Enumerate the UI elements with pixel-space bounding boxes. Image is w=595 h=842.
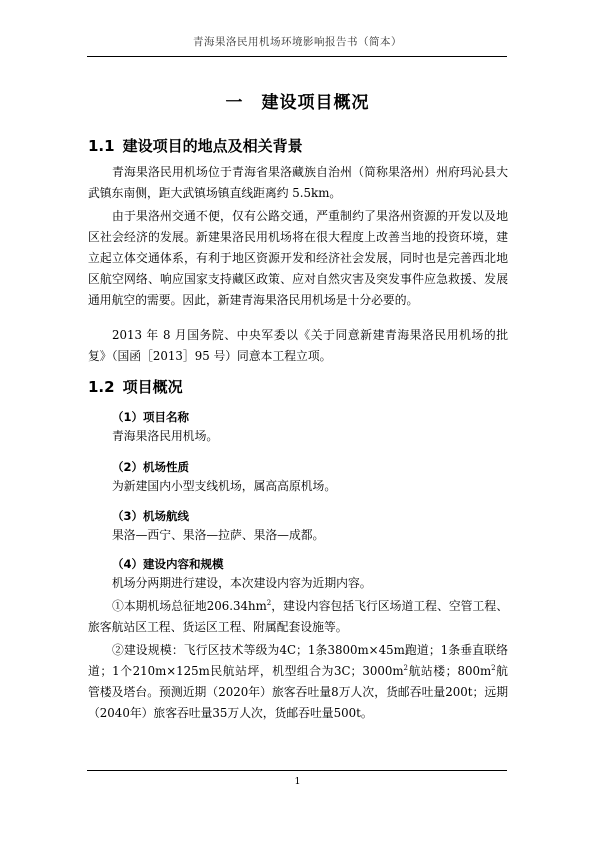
subheading-construction-scope: （4）建设内容和规模 (112, 557, 224, 571)
scale-text-c: 航管楼及塔台。预测近期（2020年）旅客吞吐量8万人次，货邮吞吐量200t；远期（2040年）旅客吞吐量35万人次，货邮吞吐量500t。 (88, 664, 508, 720)
section-title: 项目概况 (122, 378, 183, 396)
paragraph-approval: 2013 年 8 月国务院、中央军委以《关于同意新建青海果洛民用机场的批复》（国函［2013］95 号）同意本工程立项。 (88, 328, 508, 363)
subheading-airport-nature: （2）机场性质 (112, 460, 190, 474)
paragraph-background: 由于果洛州交通不便，仅有公路交通，严重制约了果洛州资源的开发以及地区社会经济的发展。新建果洛民用机场将在很大程度上改善当地的投资环境，建立起立体交通体系，有利于地区资源开发和经济社会发展，同时也是完善西北地区航空网络、响应国家支持藏区政策、应对自然灾害及突发事件应急救援、发展通用航空的需要。因此，新建青海果洛民用机场是十分必要的。 (88, 209, 508, 307)
section-title: 建设项目的地点及相关背景 (122, 137, 303, 155)
chapter-title: 建设项目概况 (261, 93, 370, 113)
page-number: 1 (294, 776, 301, 787)
text-project-name: 青海果洛民用机场。 (112, 429, 219, 443)
chapter-number: 一 (225, 93, 244, 113)
paragraph-construction-scale (88, 640, 508, 724)
section-number: 1.2 (88, 378, 115, 396)
footer-divider (87, 770, 507, 771)
running-header: 青海果洛民用机场环境影响报告书（简本） (193, 36, 402, 48)
scale-superscript-2: 2 (491, 664, 496, 673)
paragraph-land-acquisition (88, 596, 508, 638)
text-airport-routes: 果洛—西宁、果洛—拉萨、果洛—成都。 (112, 528, 325, 542)
land-unit-superscript: 2 (266, 599, 272, 608)
text-airport-nature: 为新建国内小型支线机场，属高高原机场。 (112, 479, 337, 493)
land-text-b: ，建设内容包括飞行区场道工程、空管工程、旅客航站区工程、货运区工程、附属配套设施等。 (88, 599, 508, 634)
section-number: 1.1 (88, 137, 115, 155)
chapter-heading (0, 88, 595, 113)
section-heading-1-2 (88, 376, 183, 397)
paragraph-location: 青海果洛民用机场位于青海省果洛藏族自治州（简称果洛州）州府玛沁县大武镇东南侧，距大武镇场镇直线距离约 5.5km。 (88, 165, 508, 200)
land-text-a: ①本期机场总征地206.34hm (112, 599, 267, 613)
section-heading-1-1 (88, 135, 303, 156)
scale-text-a: ②建设规模：飞行区技术等级为4C；1条3800m×45m跑道；1条垂直联络道；1个210m×125m民航站坪，机型组合为3C；3000m (88, 643, 508, 678)
header-divider (87, 56, 507, 57)
scale-text-b: 航站楼；800m (408, 664, 492, 678)
subheading-airport-routes: （3）机场航线 (112, 509, 190, 523)
text-construction-phases: 机场分两期进行建设，本次建设内容为近期内容。 (112, 576, 372, 590)
scale-superscript-1: 2 (403, 664, 409, 673)
subheading-project-name: （1）项目名称 (112, 410, 190, 424)
